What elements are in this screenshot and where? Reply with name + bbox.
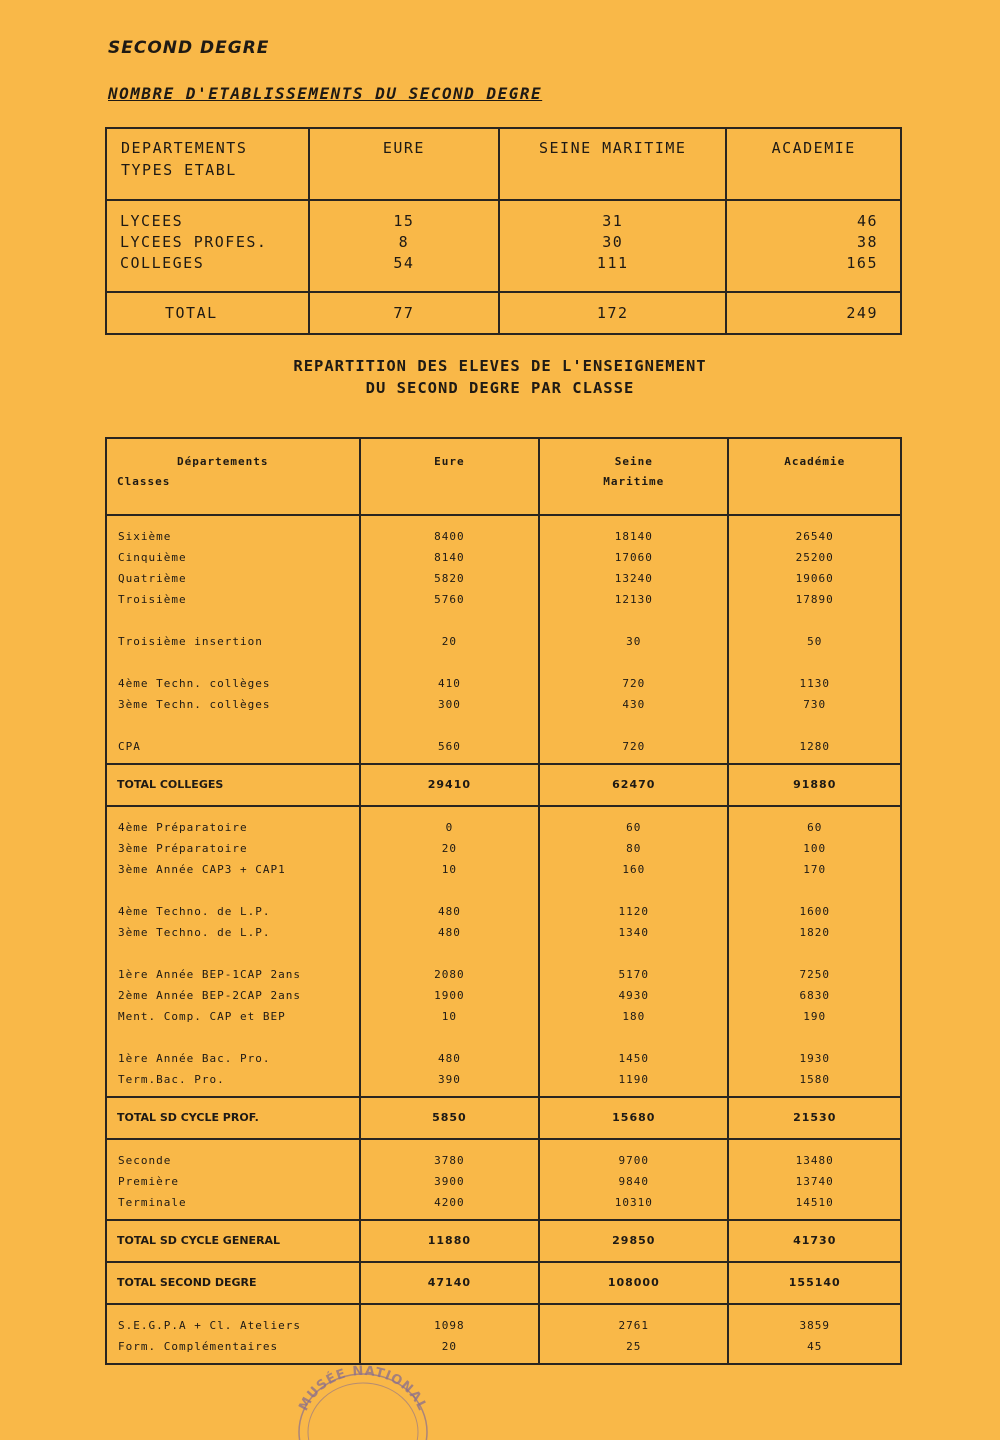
cell-value: 9700	[618, 1154, 650, 1167]
row-labels	[106, 1304, 360, 1364]
cell-value: 1130	[799, 677, 830, 690]
row-labels	[106, 515, 360, 764]
cell-value: 2080	[434, 968, 465, 981]
row-label: Quatrième	[118, 572, 187, 585]
column-header-seine-maritime: SEINE MARITIME	[499, 128, 726, 200]
academie-values	[728, 1139, 901, 1220]
cell-value: 8	[398, 233, 410, 251]
cell-value: 18140	[614, 530, 653, 543]
total-value: 47140	[360, 1262, 539, 1304]
column-header-eure: EURE	[309, 128, 499, 200]
page-title: SECOND DEGRE	[108, 38, 270, 58]
row-gap	[118, 715, 359, 736]
row-gap	[729, 943, 900, 964]
cell-value: 480	[437, 1052, 461, 1065]
cell-value: 720	[622, 677, 646, 690]
row-label: Seconde	[118, 1154, 172, 1167]
corner-label-departements: DEPARTEMENTS	[121, 139, 248, 157]
group-segpa	[106, 1304, 901, 1364]
row-label: Ment. Comp. CAP et BEP	[118, 1010, 286, 1023]
row-label: CPA	[118, 740, 141, 753]
total-value: 29410	[360, 764, 539, 806]
eure-values	[360, 515, 539, 764]
row-gap	[540, 610, 727, 631]
cell-value: 13480	[795, 1154, 834, 1167]
cell-value: 60	[807, 821, 823, 834]
museum-stamp-icon	[293, 1360, 433, 1440]
row-gap	[118, 652, 359, 673]
row-label: Première	[118, 1175, 179, 1188]
seine-maritime-values	[499, 200, 726, 292]
row-label: S.E.G.P.A + Cl. Ateliers	[118, 1319, 301, 1332]
corner-label-types: TYPES ETABL	[121, 161, 237, 179]
row-gap	[540, 1027, 727, 1048]
students-table	[105, 437, 902, 1365]
row-gap	[361, 610, 538, 631]
cell-value: 190	[803, 1010, 827, 1023]
cell-value: 1280	[799, 740, 830, 753]
cell-value: 30	[602, 233, 624, 251]
academie-values	[728, 515, 901, 764]
total-cycle-general-row	[106, 1220, 901, 1262]
total-value: 5850	[360, 1097, 539, 1139]
total-value: 108000	[539, 1262, 728, 1304]
row-label: 2ème Année BEP-2CAP 2ans	[118, 989, 301, 1002]
row-label: 4ème Techn. collèges	[118, 677, 271, 690]
row-label: 3ème Année CAP3 + CAP1	[118, 863, 286, 876]
total-colleges-row	[106, 764, 901, 806]
cell-value: 720	[622, 740, 646, 753]
corner-label-classes: Classes	[117, 475, 171, 488]
cell-value: 15	[393, 212, 415, 230]
cell-value: 100	[803, 842, 827, 855]
cell-value: 6830	[799, 989, 830, 1002]
row-gap	[729, 1027, 900, 1048]
row-label: Troisième	[118, 593, 187, 606]
row-label: 1ère Année BEP-1CAP 2ans	[118, 968, 301, 981]
cell-value: 26540	[795, 530, 834, 543]
cell-value: 5170	[618, 968, 650, 981]
cell-value: 19060	[795, 572, 834, 585]
row-labels	[106, 1139, 360, 1220]
academie-values	[728, 1304, 901, 1364]
cell-value: 1190	[618, 1073, 650, 1086]
cell-value: 1098	[434, 1319, 465, 1332]
column-header-seine-maritime	[539, 438, 728, 515]
cell-value: 160	[622, 863, 646, 876]
total-value: 15680	[539, 1097, 728, 1139]
row-label: Terminale	[118, 1196, 187, 1209]
total-cycle-prof-row	[106, 1097, 901, 1139]
cell-value: 730	[803, 698, 827, 711]
row-gap	[729, 652, 900, 673]
row-gap	[540, 943, 727, 964]
establishments-header-row	[106, 128, 901, 200]
total-label: TOTAL SECOND DEGRE	[106, 1262, 360, 1304]
establishments-table	[105, 127, 902, 335]
row-gap	[540, 715, 727, 736]
cell-value: 46	[856, 212, 878, 230]
row-label: Cinquième	[118, 551, 187, 564]
cell-value: 20	[441, 1340, 458, 1353]
total-value: 41730	[728, 1220, 901, 1262]
total-value: 29850	[539, 1220, 728, 1262]
row-label: LYCEES	[120, 212, 184, 230]
total-label: TOTAL SD CYCLE GENERAL	[106, 1220, 360, 1262]
cell-value: 13240	[614, 572, 653, 585]
total-second-degre-row	[106, 1262, 901, 1304]
row-gap	[729, 880, 900, 901]
row-label: Form. Complémentaires	[118, 1340, 279, 1353]
column-header-academie: Académie	[728, 438, 901, 515]
group-cycle-prof	[106, 806, 901, 1097]
cell-value: 480	[437, 926, 461, 939]
cell-value: 1120	[618, 905, 650, 918]
total-value: 62470	[539, 764, 728, 806]
cell-value: 50	[807, 635, 823, 648]
column-header-academie: ACADEMIE	[726, 128, 901, 200]
cell-value: 2761	[618, 1319, 650, 1332]
row-label: 4ème Préparatoire	[118, 821, 248, 834]
cell-value: 1600	[799, 905, 830, 918]
cell-value: 7250	[799, 968, 830, 981]
cell-value: 1900	[434, 989, 465, 1002]
cell-value: 20	[441, 842, 458, 855]
cell-value: 4200	[434, 1196, 465, 1209]
cell-value: 560	[437, 740, 461, 753]
cell-value: 480	[437, 905, 461, 918]
row-gap	[118, 610, 359, 631]
row-gap	[361, 1027, 538, 1048]
total-value: 172	[499, 292, 726, 334]
establishment-types	[106, 200, 309, 292]
corner-label-departements: Départements	[177, 455, 269, 468]
column-header-line: Seine	[614, 455, 653, 468]
cell-value: 54	[393, 254, 415, 272]
academie-values	[726, 200, 901, 292]
row-label: LYCEES PROFES.	[120, 233, 268, 251]
cell-value: 430	[622, 698, 646, 711]
cell-value: 8400	[434, 530, 465, 543]
row-label: COLLEGES	[120, 254, 205, 272]
eure-values	[309, 200, 499, 292]
row-label: Troisième insertion	[118, 635, 263, 648]
cell-value: 80	[626, 842, 642, 855]
cell-value: 111	[596, 254, 629, 272]
section-title-line: REPARTITION DES ELEVES DE L'ENSEIGNEMENT	[293, 357, 707, 375]
cell-value: 8140	[434, 551, 465, 564]
stamp-text: MUSÉE NATIONAL	[296, 1363, 430, 1414]
cell-value: 390	[437, 1073, 461, 1086]
cell-value: 1580	[799, 1073, 830, 1086]
cell-value: 30	[626, 635, 642, 648]
total-value: 249	[726, 292, 901, 334]
group-colleges	[106, 515, 901, 764]
seine-maritime-values	[539, 806, 728, 1097]
cell-value: 410	[437, 677, 461, 690]
cell-value: 45	[807, 1340, 823, 1353]
cell-value: 3780	[434, 1154, 465, 1167]
total-value: 155140	[728, 1262, 901, 1304]
cell-value: 180	[622, 1010, 646, 1023]
section-title-line: DU SECOND DEGRE PAR CLASSE	[365, 379, 635, 397]
establishments-total-row	[106, 292, 901, 334]
cell-value: 13740	[795, 1175, 834, 1188]
group-cycle-general	[106, 1139, 901, 1220]
cell-value: 14510	[795, 1196, 834, 1209]
row-label: Sixième	[118, 530, 172, 543]
eure-values	[360, 1304, 539, 1364]
cell-value: 3900	[434, 1175, 465, 1188]
cell-value: 10	[441, 863, 458, 876]
row-label: Term.Bac. Pro.	[118, 1073, 225, 1086]
section-title	[0, 355, 1000, 399]
cell-value: 17060	[614, 551, 653, 564]
cell-value: 25200	[795, 551, 834, 564]
cell-value: 5820	[434, 572, 465, 585]
row-label: 4ème Techno. de L.P.	[118, 905, 271, 918]
page-subtitle: NOMBRE D'ETABLISSEMENTS DU SECOND DEGRE	[108, 84, 543, 103]
establishments-body-row	[106, 200, 901, 292]
total-label: TOTAL SD CYCLE PROF.	[106, 1097, 360, 1139]
eure-values	[360, 1139, 539, 1220]
row-gap	[361, 943, 538, 964]
cell-value: 25	[626, 1340, 642, 1353]
row-gap	[118, 880, 359, 901]
row-gap	[729, 715, 900, 736]
total-value: 21530	[728, 1097, 901, 1139]
total-label: TOTAL	[106, 292, 309, 334]
academie-values	[728, 806, 901, 1097]
cell-value: 0	[445, 821, 454, 834]
cell-value: 3859	[799, 1319, 830, 1332]
establishments-corner-cell	[106, 128, 309, 200]
seine-maritime-values	[539, 1304, 728, 1364]
cell-value: 165	[846, 254, 878, 272]
row-label: 3ème Préparatoire	[118, 842, 248, 855]
total-value: 11880	[360, 1220, 539, 1262]
column-header-eure: Eure	[360, 438, 539, 515]
total-value: 91880	[728, 764, 901, 806]
cell-value: 38	[856, 233, 878, 251]
cell-value: 1820	[799, 926, 830, 939]
seine-maritime-values	[539, 1139, 728, 1220]
cell-value: 4930	[618, 989, 650, 1002]
row-gap	[361, 652, 538, 673]
cell-value: 12130	[614, 593, 653, 606]
row-gap	[361, 715, 538, 736]
row-label: 3ème Techno. de L.P.	[118, 926, 271, 939]
cell-value: 1450	[618, 1052, 650, 1065]
cell-value: 1930	[799, 1052, 830, 1065]
total-label: TOTAL COLLEGES	[106, 764, 360, 806]
row-gap	[729, 610, 900, 631]
row-labels	[106, 806, 360, 1097]
cell-value: 31	[602, 212, 624, 230]
cell-value: 20	[441, 635, 458, 648]
row-gap	[361, 880, 538, 901]
row-gap	[540, 652, 727, 673]
seine-maritime-values	[539, 515, 728, 764]
cell-value: 9840	[618, 1175, 650, 1188]
cell-value: 300	[437, 698, 461, 711]
row-gap	[118, 943, 359, 964]
column-header-line: Maritime	[603, 475, 665, 488]
eure-values	[360, 806, 539, 1097]
row-gap	[540, 880, 727, 901]
row-gap	[118, 1027, 359, 1048]
cell-value: 60	[626, 821, 642, 834]
cell-value: 1340	[618, 926, 650, 939]
cell-value: 17890	[795, 593, 834, 606]
total-value: 77	[309, 292, 499, 334]
cell-value: 170	[803, 863, 827, 876]
cell-value: 5760	[434, 593, 465, 606]
row-label: 1ère Année Bac. Pro.	[118, 1052, 271, 1065]
cell-value: 10	[441, 1010, 458, 1023]
students-corner-cell	[106, 438, 360, 515]
cell-value: 10310	[614, 1196, 653, 1209]
row-label: 3ème Techn. collèges	[118, 698, 271, 711]
students-header-row	[106, 438, 901, 515]
